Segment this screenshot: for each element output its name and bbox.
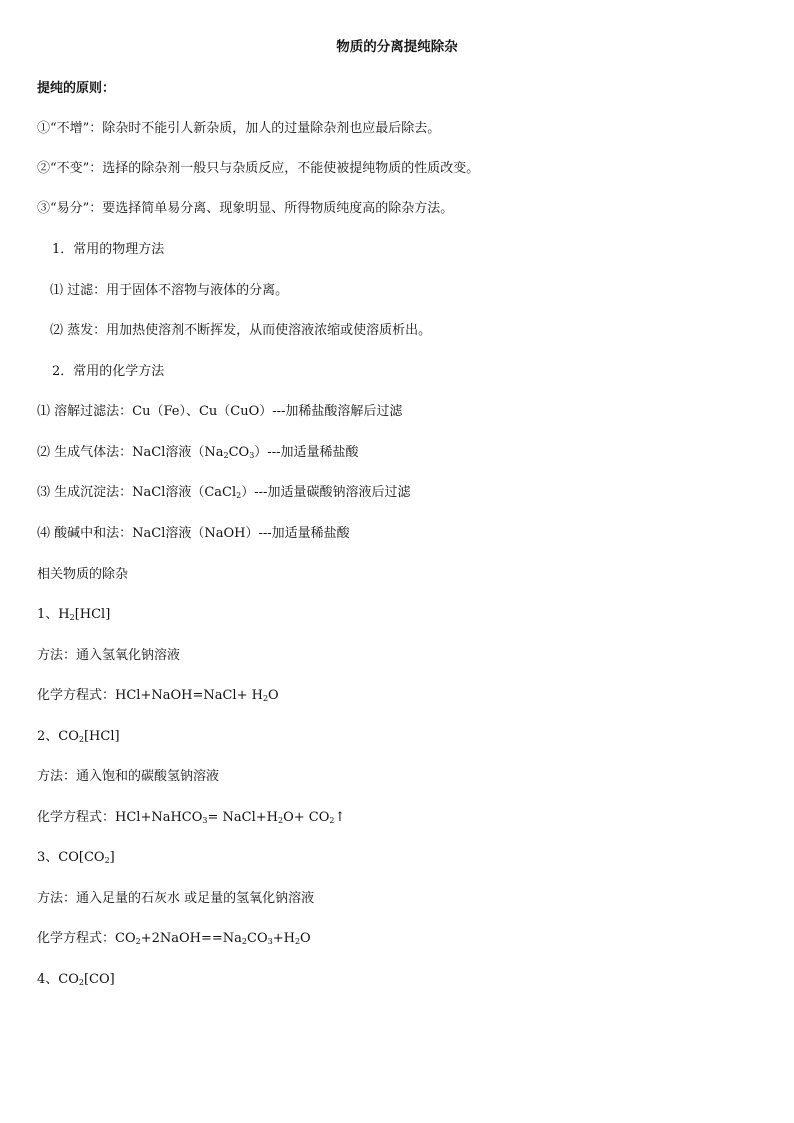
- principle-item: ②“不变”：选择的除杂剂一般只与杂质反应，不能使被提纯物质的性质改变。: [37, 161, 480, 176]
- principle-item: ③“易分”：要选择简单易分离、现象明显、所得物质纯度高的除杂方法。: [37, 201, 454, 216]
- chemical-method-item: ⑷ 酸碱中和法：NaCl溶液（NaOH）---加适量稀盐酸: [37, 526, 350, 541]
- chemical-method-item: ⑴ 溶解过滤法：Cu（Fe）、Cu（CuO）---加稀盐酸溶解后过滤: [37, 404, 403, 419]
- equation-text: 化学方程式：$CO_2+2NaOH==Na_2CO_3+H_2O$: [37, 931, 311, 946]
- equation-text: 化学方程式：HCl+NaOH=NaCl+ $H_2O$: [37, 688, 279, 703]
- substance-title: 1、$H_2[HCl]$: [37, 607, 111, 622]
- chemical-method-item: ⑵ 生成气体法：NaCl溶液$(Na_2CO_3)---$加适量稀盐酸: [37, 445, 359, 460]
- chemical-methods-heading: 2．常用的化学方法: [52, 364, 165, 379]
- substance-title: 3、$CO[CO_2]$: [37, 850, 115, 865]
- physical-method-item: ⑴ 过滤：用于固体不溶物与液体的分离。: [50, 283, 289, 298]
- substance-title: 2、$CO_2[HCl]$: [37, 729, 120, 744]
- related-heading: 相关物质的除杂: [37, 567, 129, 582]
- physical-methods-heading: 1．常用的物理方法: [52, 242, 165, 257]
- principle-item: ①“不增”：除杂时不能引人新杂质，加人的过量除杂剂也应最后除去。: [37, 121, 441, 136]
- method-text: 方法：通入足量的石灰水 或足量的氢氧化钠溶液: [37, 891, 315, 906]
- chemical-method-item: ⑶ 生成沉淀法：NaCl溶液（CaCl$_2$）---加适量碳酸钠溶液后过滤: [37, 485, 411, 500]
- method-text: 方法：通入饱和的碳酸氢钠溶液: [37, 769, 220, 784]
- method-text: 方法：通入氢氧化钠溶液: [37, 648, 181, 663]
- page-title: 物质的分离提纯除杂: [336, 39, 458, 55]
- substance-title: 4、$CO_2[CO]$: [37, 972, 115, 987]
- equation-text: 化学方程式：HCl+NaHCO$_3$= $NaCl+H_2O+$ $CO_2↑$: [37, 810, 346, 825]
- principles-heading: 提纯的原则：: [37, 81, 116, 96]
- physical-method-item: ⑵ 蒸发：用加热使溶剂不断挥发，从而使溶液浓缩或使溶质析出。: [50, 323, 432, 338]
